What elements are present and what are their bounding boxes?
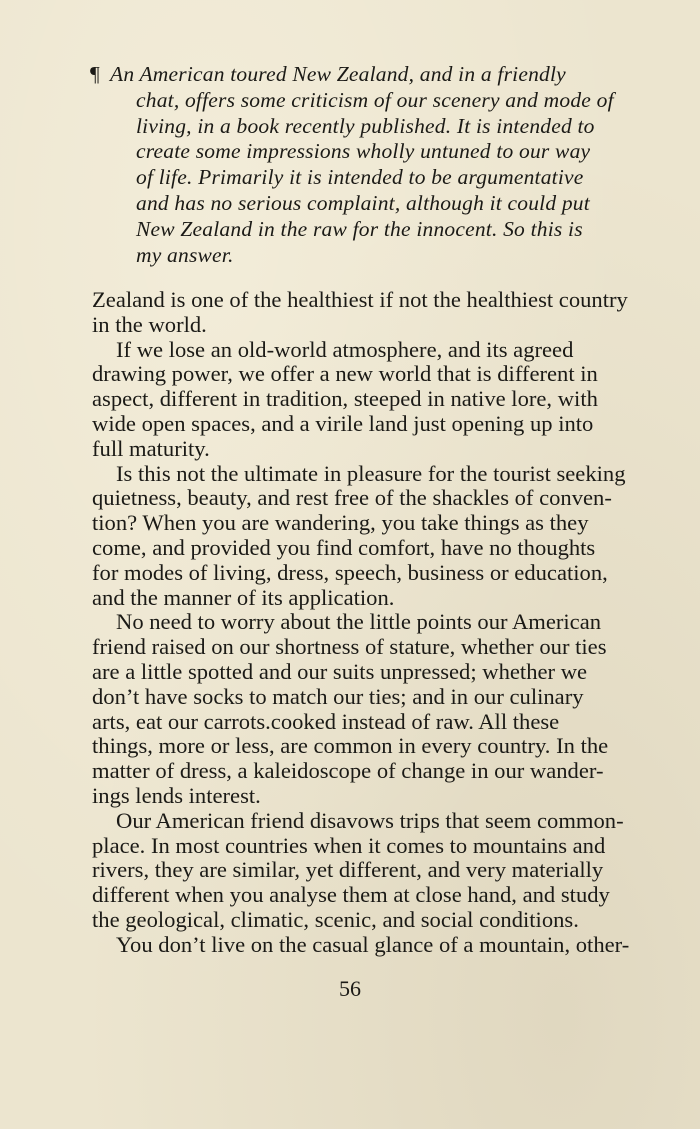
body-line: No need to worry about the little points our American (116, 609, 602, 635)
body-line: aspect, different in tradition, steeped in native lore, with (92, 386, 598, 412)
body-line: don’t have socks to match our ties; and in our culinary (92, 683, 584, 709)
body-line: for modes of living, dress, speech, business or education, (92, 559, 608, 585)
intro-paragraph (90, 62, 660, 268)
body-text (92, 288, 662, 958)
intro-line: and has no serious complaint, although it could put (136, 190, 590, 215)
body-line: arts, eat our carrots.cooked instead of raw. All these (92, 708, 560, 734)
body-line: Our American friend disavows trips that seem common- (116, 807, 624, 833)
intro-line (90, 62, 660, 88)
body-line: ings lends interest. (92, 782, 261, 808)
intro-line-text: An American toured New Zealand, and in a friendly (110, 62, 566, 86)
body-line: wide open spaces, and a virile land just opening up into (92, 410, 594, 436)
body-line: tion? When you are wandering, you take things as they (92, 510, 589, 536)
body-line: are a little spotted and our suits unpressed; whether we (92, 658, 588, 684)
body-line: friend raised on our shortness of stature, whether our ties (92, 634, 607, 660)
body-line: things, more or less, are common in every country. In the (92, 733, 609, 759)
intro-line: my answer. (136, 242, 234, 267)
body-line: Is this not the ultimate in pleasure for the tourist seeking (116, 460, 626, 486)
body-line: full maturity. (92, 435, 210, 461)
body-line: place. In most countries when it comes to mountains and (92, 832, 606, 858)
body-line: quietness, beauty, and rest free of the shackles of conven- (92, 485, 612, 511)
body-line: drawing power, we offer a new world that is different in (92, 361, 598, 387)
body-line: matter of dress, a kaleidoscope of change in our wander- (92, 758, 604, 784)
intro-line: chat, offers some criticism of our scenery and mode of (136, 87, 614, 112)
body-line: If we lose an old-world atmosphere, and its agreed (116, 336, 574, 362)
body-line: and the manner of its application. (92, 584, 395, 610)
intro-line: of life. Primarily it is intended to be argumentative (136, 165, 584, 190)
intro-line: living, in a book recently published. It is intended to (136, 113, 595, 138)
pilcrow-mark: ¶ (90, 62, 100, 86)
page-number: 56 (339, 976, 361, 1001)
body-line: You don’t live on the casual glance of a mountain, other- (116, 931, 630, 957)
body-line: different when you analyse them at close hand, and study (92, 882, 610, 908)
body-line: in the world. (92, 311, 207, 337)
intro-line: New Zealand in the raw for the innocent. So this is (136, 216, 583, 241)
body-line: come, and provided you find comfort, have no thoughts (92, 534, 596, 560)
body-line: the geological, climatic, scenic, and social conditions. (92, 906, 579, 932)
body-line: rivers, they are similar, yet different, and very materially (92, 857, 604, 883)
intro-line: create some impressions wholly untuned to our way (136, 139, 591, 164)
body-line: Zealand is one of the healthiest if not the healthiest country (92, 287, 628, 312)
